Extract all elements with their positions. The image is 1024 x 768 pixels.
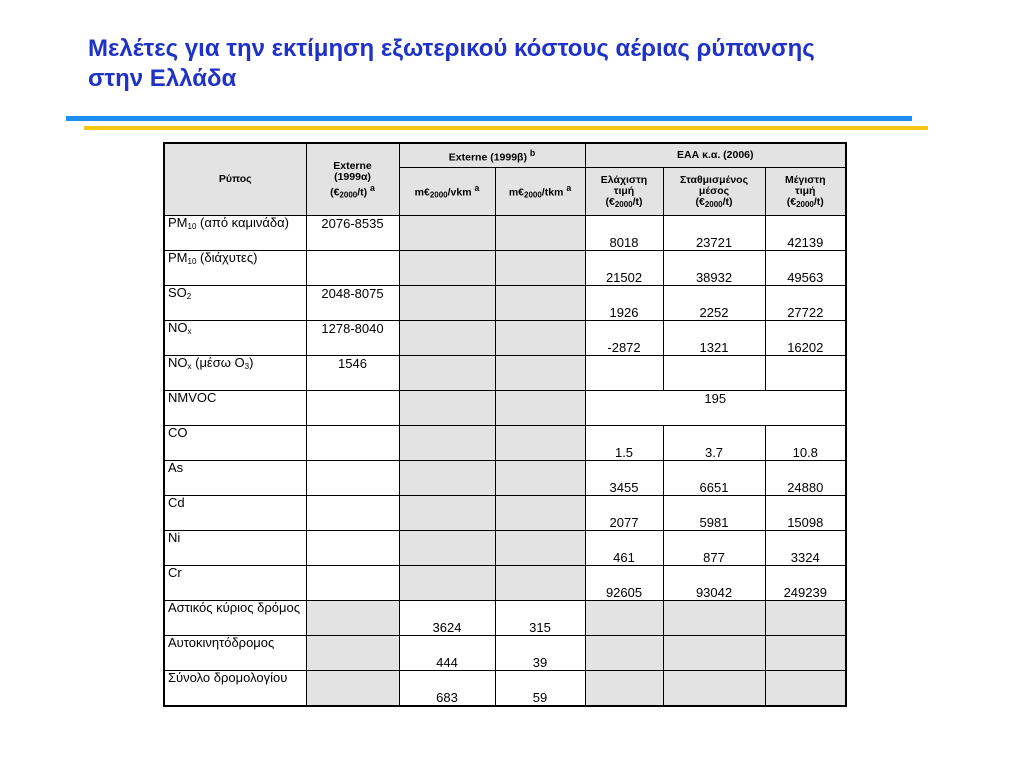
externe-a-cell bbox=[306, 390, 399, 425]
empty-cell bbox=[399, 565, 495, 600]
table-row bbox=[164, 425, 846, 460]
externe-a-cell bbox=[306, 495, 399, 530]
road-name: Αυτοκινητόδρομος bbox=[164, 635, 306, 670]
externe-a-cell bbox=[306, 425, 399, 460]
empty-cell bbox=[495, 530, 585, 565]
empty-cell bbox=[399, 285, 495, 320]
min-cell: 461 bbox=[585, 530, 663, 565]
table-row bbox=[164, 565, 846, 600]
empty-cell bbox=[663, 635, 765, 670]
externe-a-cell: 1278-8040 bbox=[306, 320, 399, 355]
min-cell: 1926 bbox=[585, 285, 663, 320]
empty-cell bbox=[306, 600, 399, 635]
empty-cell bbox=[495, 495, 585, 530]
empty-cell bbox=[765, 670, 846, 706]
slide-title bbox=[88, 34, 968, 94]
header-pollutant: Ρύπος bbox=[164, 143, 306, 215]
empty-cell bbox=[495, 355, 585, 390]
min-cell: 1.5 bbox=[585, 425, 663, 460]
empty-cell bbox=[306, 635, 399, 670]
slide-title-line-1: Μελέτες για την εκτίμηση εξωτερικού κόστους αέριας ρύπανσης bbox=[88, 35, 815, 62]
header-externe-b: Externe (1999β) $^b$ bbox=[399, 143, 585, 167]
empty-cell bbox=[585, 670, 663, 706]
max-cell: 42139 bbox=[765, 215, 846, 250]
table-row bbox=[164, 530, 846, 565]
max-cell: 15098 bbox=[765, 495, 846, 530]
max-cell bbox=[765, 355, 846, 390]
pollutant-name: Cr bbox=[164, 565, 306, 600]
road-name: Σύνολο δρομολογίου bbox=[164, 670, 306, 706]
min-cell: -2872 bbox=[585, 320, 663, 355]
empty-cell bbox=[663, 600, 765, 635]
pollutant-name: Cd bbox=[164, 495, 306, 530]
header-tkm: $m€_{2000}$/tkm $^a$ bbox=[495, 167, 585, 215]
pollutant-name: $PM_{10}$ (από καμινάδα) bbox=[164, 215, 306, 250]
min-cell: 21502 bbox=[585, 250, 663, 285]
header-externe-a: Externe (1999α) $(€_{2000}/t)$ $^a$ bbox=[306, 143, 399, 215]
vkm-cell: 444 bbox=[399, 635, 495, 670]
tkm-cell: 39 bbox=[495, 635, 585, 670]
avg-cell: 38932 bbox=[663, 250, 765, 285]
avg-cell: 1321 bbox=[663, 320, 765, 355]
table-row bbox=[164, 390, 846, 425]
yellow-divider bbox=[84, 126, 928, 130]
empty-cell bbox=[495, 460, 585, 495]
externe-a-cell: 1546 bbox=[306, 355, 399, 390]
empty-cell bbox=[765, 635, 846, 670]
road-row bbox=[164, 635, 846, 670]
empty-cell bbox=[399, 250, 495, 285]
avg-cell: 6651 bbox=[663, 460, 765, 495]
slide-title-line-2: στην Ελλάδα bbox=[88, 65, 237, 92]
externe-a-cell: 2076-8535 bbox=[306, 215, 399, 250]
empty-cell bbox=[399, 425, 495, 460]
empty-cell bbox=[399, 495, 495, 530]
avg-cell: 5981 bbox=[663, 495, 765, 530]
empty-cell bbox=[399, 215, 495, 250]
avg-cell: 2252 bbox=[663, 285, 765, 320]
min-cell: 3455 bbox=[585, 460, 663, 495]
pollutant-name: $PM_{10}$ (διάχυτες) bbox=[164, 250, 306, 285]
table-row bbox=[164, 285, 846, 320]
max-cell: 27722 bbox=[765, 285, 846, 320]
max-cell: 24880 bbox=[765, 460, 846, 495]
vkm-cell: 3624 bbox=[399, 600, 495, 635]
max-cell: 249239 bbox=[765, 565, 846, 600]
max-cell: 49563 bbox=[765, 250, 846, 285]
pollutant-name: $SO_2$ bbox=[164, 285, 306, 320]
empty-cell bbox=[765, 600, 846, 635]
avg-cell: 93042 bbox=[663, 565, 765, 600]
max-cell: 16202 bbox=[765, 320, 846, 355]
empty-cell bbox=[585, 635, 663, 670]
table-row bbox=[164, 495, 846, 530]
avg-cell: 23721 bbox=[663, 215, 765, 250]
tkm-cell: 315 bbox=[495, 600, 585, 635]
empty-cell bbox=[495, 215, 585, 250]
max-cell: 3324 bbox=[765, 530, 846, 565]
empty-cell bbox=[399, 320, 495, 355]
empty-cell bbox=[663, 670, 765, 706]
avg-cell: 3.7 bbox=[663, 425, 765, 460]
tkm-cell: 59 bbox=[495, 670, 585, 706]
table-row bbox=[164, 215, 846, 250]
header-avg: Σταθμισμένος μέσος $(€_{2000}/t)$ bbox=[663, 167, 765, 215]
externe-a-cell: 2048-8075 bbox=[306, 285, 399, 320]
empty-cell bbox=[399, 355, 495, 390]
table-row bbox=[164, 355, 846, 390]
table-row bbox=[164, 250, 846, 285]
empty-cell bbox=[306, 670, 399, 706]
min-cell: 92605 bbox=[585, 565, 663, 600]
min-cell: 2077 bbox=[585, 495, 663, 530]
empty-cell bbox=[399, 530, 495, 565]
empty-cell bbox=[495, 285, 585, 320]
externe-a-cell bbox=[306, 530, 399, 565]
empty-cell bbox=[495, 565, 585, 600]
blue-divider bbox=[66, 116, 912, 121]
externe-a-cell bbox=[306, 460, 399, 495]
header-max: Μέγιστη τιμή $(€_{2000}/t)$ bbox=[765, 167, 846, 215]
min-cell: 8018 bbox=[585, 215, 663, 250]
empty-cell bbox=[495, 425, 585, 460]
externe-a-cell bbox=[306, 250, 399, 285]
empty-cell bbox=[495, 250, 585, 285]
pollutant-name: As bbox=[164, 460, 306, 495]
empty-cell bbox=[495, 320, 585, 355]
header-vkm: $m€_{2000}$/vkm $^a$ bbox=[399, 167, 495, 215]
road-row bbox=[164, 600, 846, 635]
road-row bbox=[164, 670, 846, 706]
cost-table bbox=[163, 142, 847, 707]
empty-cell bbox=[399, 390, 495, 425]
empty-cell bbox=[399, 460, 495, 495]
empty-cell bbox=[495, 390, 585, 425]
externe-a-cell bbox=[306, 565, 399, 600]
pollutant-name: CO bbox=[164, 425, 306, 460]
max-cell: 10.8 bbox=[765, 425, 846, 460]
pollutant-name: $NO_x$ bbox=[164, 320, 306, 355]
road-name: Αστικός κύριος δρόμος bbox=[164, 600, 306, 635]
table-row bbox=[164, 320, 846, 355]
table-row bbox=[164, 460, 846, 495]
header-min: Ελάχιστη τιμή $(€_{2000}/t)$ bbox=[585, 167, 663, 215]
empty-cell bbox=[585, 600, 663, 635]
avg-cell: 877 bbox=[663, 530, 765, 565]
vkm-cell: 683 bbox=[399, 670, 495, 706]
pollutant-name: $NO_x$ (μέσω $O_3$) bbox=[164, 355, 306, 390]
avg-cell bbox=[663, 355, 765, 390]
pollutant-name: Ni bbox=[164, 530, 306, 565]
header-eaa: ΕΑΑ κ.α. (2006) bbox=[585, 143, 846, 167]
merged-eaa-cell: 195 bbox=[585, 390, 846, 425]
min-cell bbox=[585, 355, 663, 390]
pollutant-name: NMVOC bbox=[164, 390, 306, 425]
